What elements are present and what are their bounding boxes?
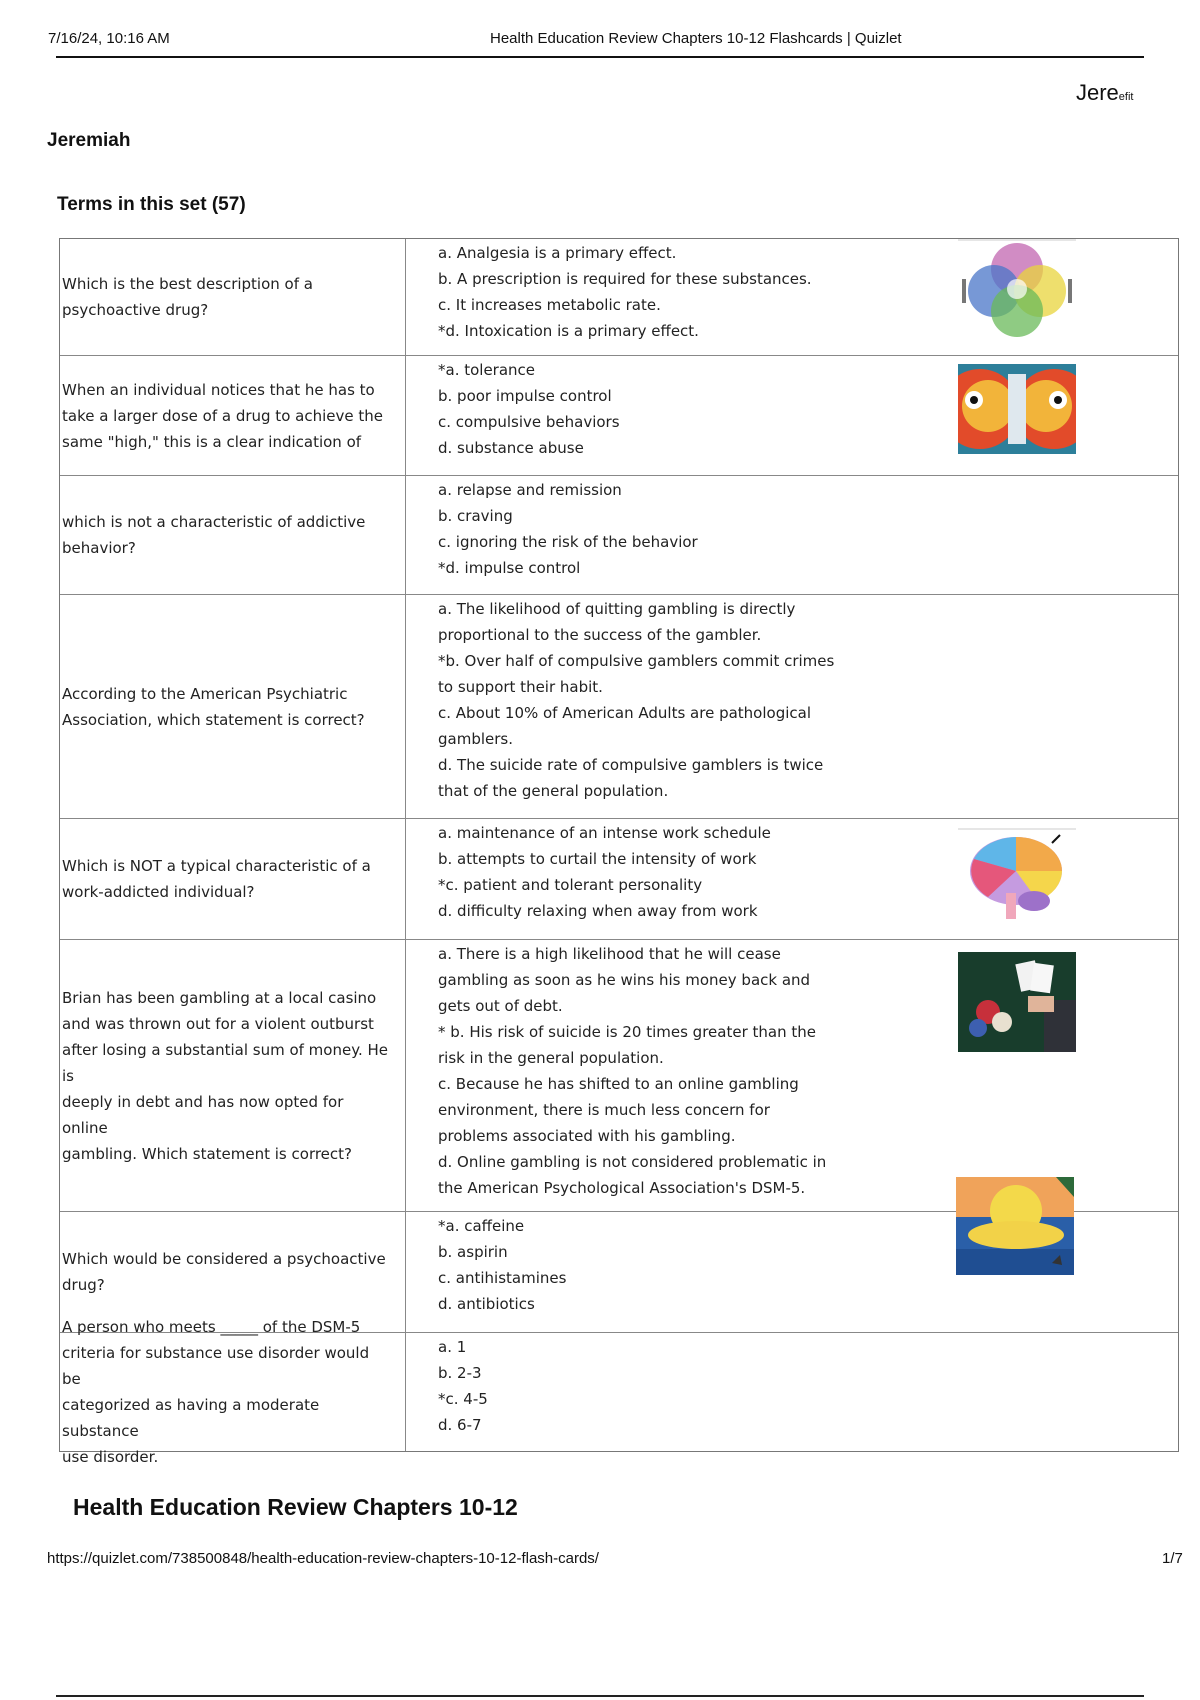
definition-line: b. craving: [438, 507, 513, 525]
card-term: [60, 1318, 406, 1466]
definition-line: problems associated with his gambling.: [438, 1127, 736, 1145]
definition-line: gambling as soon as he wins his money back and: [438, 971, 811, 989]
flashcard-row: [60, 819, 1178, 940]
definition-line: *a. caffeine: [438, 1217, 525, 1235]
definition-line: c. About 10% of American Adults are pathological: [438, 704, 811, 722]
term-line: Brian has been gambling at a local casino: [62, 988, 377, 1007]
term-line: Association, which statement is correct?: [62, 710, 365, 729]
term-line: criteria for substance use disorder would be: [62, 1344, 370, 1388]
term-line: use disorder.: [62, 1448, 159, 1466]
flashcard-row: [60, 356, 1178, 476]
flashcard-row: [60, 940, 1178, 1212]
definition-line: *d. impulse control: [438, 559, 581, 577]
flashcard-row: [60, 476, 1178, 595]
definition-line: d. antibiotics: [438, 1295, 535, 1313]
cartoon-faces-image: [958, 364, 1076, 454]
definition-line: * b. His risk of suicide is 20 times greater than the: [438, 1023, 816, 1041]
definition-line: c. Because he has shifted to an online gambling: [438, 1075, 799, 1093]
casino-cards-image: [958, 952, 1076, 1052]
bottom-divider: [56, 1695, 1144, 1697]
card-definition: [406, 239, 1178, 355]
card-term: [60, 819, 406, 939]
flashcard-row: [60, 239, 1178, 356]
definition-line: a. maintenance of an intense work schedule: [438, 824, 771, 842]
term-line: According to the American Psychiatric: [62, 684, 348, 703]
card-term: [60, 595, 406, 818]
flashcard-row: [60, 1318, 1178, 1466]
term-line: which is not a characteristic of addictive: [62, 513, 366, 531]
definition-line: that of the general population.: [438, 782, 669, 800]
definition-line: a. The likelihood of quitting gambling is directly: [438, 600, 796, 618]
set-title: Health Education Review Chapters 10-12: [73, 1494, 518, 1520]
definition-line: *d. Intoxication is a primary effect.: [438, 322, 699, 340]
venn-diagram-image: [958, 239, 1076, 343]
page-number: 1/7: [1162, 1550, 1183, 1567]
definition-line: environment, there is much less concern for: [438, 1101, 770, 1119]
term-line: psychoactive drug?: [62, 301, 209, 319]
term-line: after losing a substantial sum of money. He is: [62, 1040, 388, 1085]
brain-image: [958, 827, 1076, 927]
definition-line: b. A prescription is required for these substances.: [438, 270, 812, 288]
definition-line: *b. Over half of compulsive gamblers commit crimes: [438, 652, 835, 670]
term-line: behavior?: [62, 539, 136, 557]
definition-line: b. aspirin: [438, 1243, 508, 1261]
definition-line: gamblers.: [438, 730, 513, 748]
definition-line: b. 2-3: [438, 1364, 482, 1382]
definition-line: d. Online gambling is not considered problematic in: [438, 1153, 827, 1171]
definition-line: gets out of debt.: [438, 997, 563, 1015]
definition-line: a. 1: [438, 1338, 467, 1356]
terms-heading: Terms in this set (57): [57, 194, 246, 215]
card-definition: [406, 940, 1178, 1211]
definition-line: a. relapse and remission: [438, 481, 622, 499]
header-divider: [56, 56, 1144, 58]
term-line: and was thrown out for a violent outburst: [62, 1014, 374, 1033]
card-definition: [406, 819, 1178, 939]
term-line: gambling. Which statement is correct?: [62, 1144, 353, 1163]
card-term: [60, 476, 406, 594]
print-date: 7/16/24, 10:16 AM: [48, 30, 170, 47]
term-line: Which would be considered a psychoactive: [62, 1250, 386, 1268]
term-line: drug?: [62, 1276, 105, 1294]
term-line: same "high," this is a clear indication of: [62, 432, 362, 451]
term-line: categorized as having a moderate substance: [62, 1396, 320, 1440]
page-url: https://quizlet.com/738500848/health-education-review-chapters-10-12-flash-cards/: [47, 1550, 599, 1567]
definition-line: c. It increases metabolic rate.: [438, 296, 661, 314]
card-definition: [406, 1333, 1178, 1451]
card-term: [60, 940, 406, 1211]
card-definition: [406, 356, 1178, 475]
definition-line: c. compulsive behaviors: [438, 413, 620, 431]
definition-line: to support their habit.: [438, 678, 603, 696]
term-line: Which is the best description of a: [62, 275, 313, 293]
term-line: deeply in debt and has now opted for online: [62, 1092, 344, 1137]
card-definition: [406, 595, 1178, 818]
definition-line: b. poor impulse control: [438, 387, 612, 405]
definition-line: risk in the general population.: [438, 1049, 664, 1067]
user-name-right-text: Jere: [1076, 80, 1119, 105]
definition-line: d. substance abuse: [438, 439, 584, 457]
term-line: Which is NOT a typical characteristic of a: [62, 857, 371, 875]
definition-line: c. ignoring the risk of the behavior: [438, 533, 698, 551]
definition-line: a. Analgesia is a primary effect.: [438, 244, 677, 262]
beach-painting-image: [956, 1177, 1074, 1275]
definition-line: b. attempts to curtail the intensity of work: [438, 850, 757, 868]
definition-line: c. antihistamines: [438, 1269, 567, 1287]
definition-line: a. There is a high likelihood that he will cease: [438, 945, 781, 963]
flashcard-row: [60, 595, 1178, 819]
definition-line: d. The suicide rate of compulsive gamblers is twice: [438, 756, 824, 774]
user-name-right-suffix: efit: [1118, 91, 1134, 103]
print-page-title: Health Education Review Chapters 10-12 Flashcards | Quizlet: [490, 30, 902, 47]
term-line: work-addicted individual?: [62, 883, 255, 901]
definition-line: d. difficulty relaxing when away from work: [438, 902, 758, 920]
term-line: A person who meets _____ of the DSM-5: [62, 1318, 361, 1336]
term-line: When an individual notices that he has to: [62, 380, 375, 399]
definition-line: the American Psychological Association's DSM-5.: [438, 1179, 806, 1197]
card-term: [60, 239, 406, 355]
definition-line: *a. tolerance: [438, 361, 536, 379]
card-definition: [406, 476, 1178, 594]
term-line: take a larger dose of a drug to achieve the: [62, 406, 383, 425]
user-name-right: [1076, 80, 1133, 106]
definition-line: *c. 4-5: [438, 1390, 488, 1408]
definition-line: *c. patient and tolerant personality: [438, 876, 703, 894]
definition-line: proportional to the success of the gambler.: [438, 626, 762, 644]
user-name: Jeremiah: [47, 130, 131, 151]
definition-line: d. 6-7: [438, 1416, 482, 1434]
card-term: [60, 356, 406, 475]
